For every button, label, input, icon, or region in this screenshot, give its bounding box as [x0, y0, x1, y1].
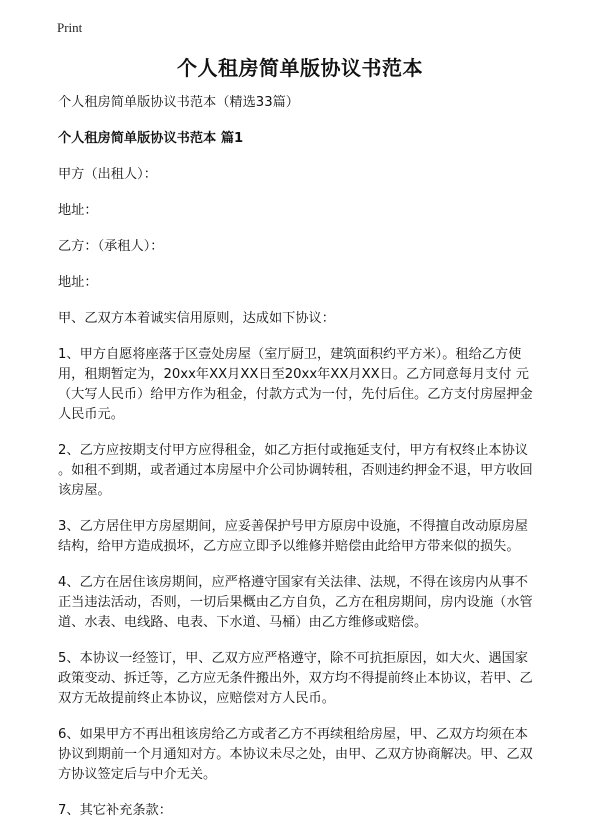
clause-line: 3、乙方居住甲方房屋期间，应妥善保护号甲方原房中设施，不得擅自改动原房屋 — [58, 519, 528, 534]
clause-paragraph — [58, 573, 550, 633]
clause-paragraph — [58, 801, 550, 821]
clause-line: 该房屋。 — [58, 483, 111, 498]
clause-line: 方协议签定后与中介无关。 — [58, 767, 217, 782]
address-b-line: 地址： — [58, 275, 98, 290]
document-subtitle: 个人租房简单版协议书范本（精选33篇） — [58, 95, 299, 110]
clause-paragraph — [58, 345, 550, 425]
clause-line: 7、其它补充条款： — [58, 803, 172, 818]
address-a-line: 地址： — [58, 203, 98, 218]
clause-line: 1、甲方自愿将座落于区壹处房屋（室厅厨卫，建筑面积约平方米）。租给乙方使 — [58, 347, 522, 362]
clause-paragraph — [58, 441, 550, 501]
clause-line: 政策变动、拆迁等，乙方应无条件搬出外，双方均不得提前终止本协议，若甲、乙 — [58, 671, 533, 686]
party-b-line: 乙方：（承租人）： — [58, 239, 164, 254]
clause-line: 双方无故提前终止本协议，应赔偿对方人民币。 — [58, 691, 335, 706]
section-heading: 个人租房简单版协议书范本 篇1 — [58, 131, 244, 146]
clause-line: 。如租不到期，或者通过本房屋中介公司协调转租，否则违约押金不退，甲方收回 — [58, 463, 533, 478]
clause-line: 2、乙方应按期支付甲方应得租金，如乙方拒付或拖延支付，甲方有权终止本协议 — [58, 443, 528, 458]
clause-line: 道、水表、电线路、电表、下水道、马桶）由乙方维修或赔偿。 — [58, 615, 428, 630]
clause-line: 用，租期暂定为，20xx年XX月XX日至20xx年XX月XX日。乙方同意每月支付 元 — [58, 367, 529, 382]
clause-line: 正当违法活动，否则，一切后果概由乙方自负，乙方在租房期间，房内设施（水管 — [58, 595, 533, 610]
clause-line: 协议到期前一个月通知对方。本协议未尽之处，由甲、乙双方协商解决。甲、乙双 — [58, 747, 533, 762]
clause-paragraph — [58, 649, 550, 709]
clause-paragraph — [58, 725, 550, 785]
clause-paragraph — [58, 517, 550, 557]
document-title: 个人租房简单版协议书范本 — [177, 56, 423, 80]
print-link[interactable]: Print — [57, 20, 83, 35]
clause-line: 5、本协议一经签订，甲、乙双方应严格遵守，除不可抗拒原因，如大火、遇国家 — [58, 651, 528, 666]
clause-line: 人民币元。 — [58, 407, 124, 422]
clause-line: 结构，给甲方造成损坏，乙方应立即予以维修并赔偿由此给甲方带来似的损失。 — [58, 539, 520, 554]
party-a-line: 甲方（出租人）： — [58, 167, 157, 182]
clause-line: （大写人民币）给甲方作为租金，付款方式为一付，先付后住。乙方支付房屋押金 — [58, 387, 533, 402]
clause-line: 6、如果甲方不再出租该房给乙方或者乙方不再续租给房屋，甲、乙双方均须在本 — [58, 727, 528, 742]
document-body — [58, 93, 550, 836]
clause-line: 4、乙方在居住该房期间，应严格遵守国家有关法律、法规，不得在该房内从事不 — [58, 575, 528, 590]
intro-paragraph: 甲、乙双方本着诚实信用原则，达成如下协议： — [58, 311, 335, 326]
